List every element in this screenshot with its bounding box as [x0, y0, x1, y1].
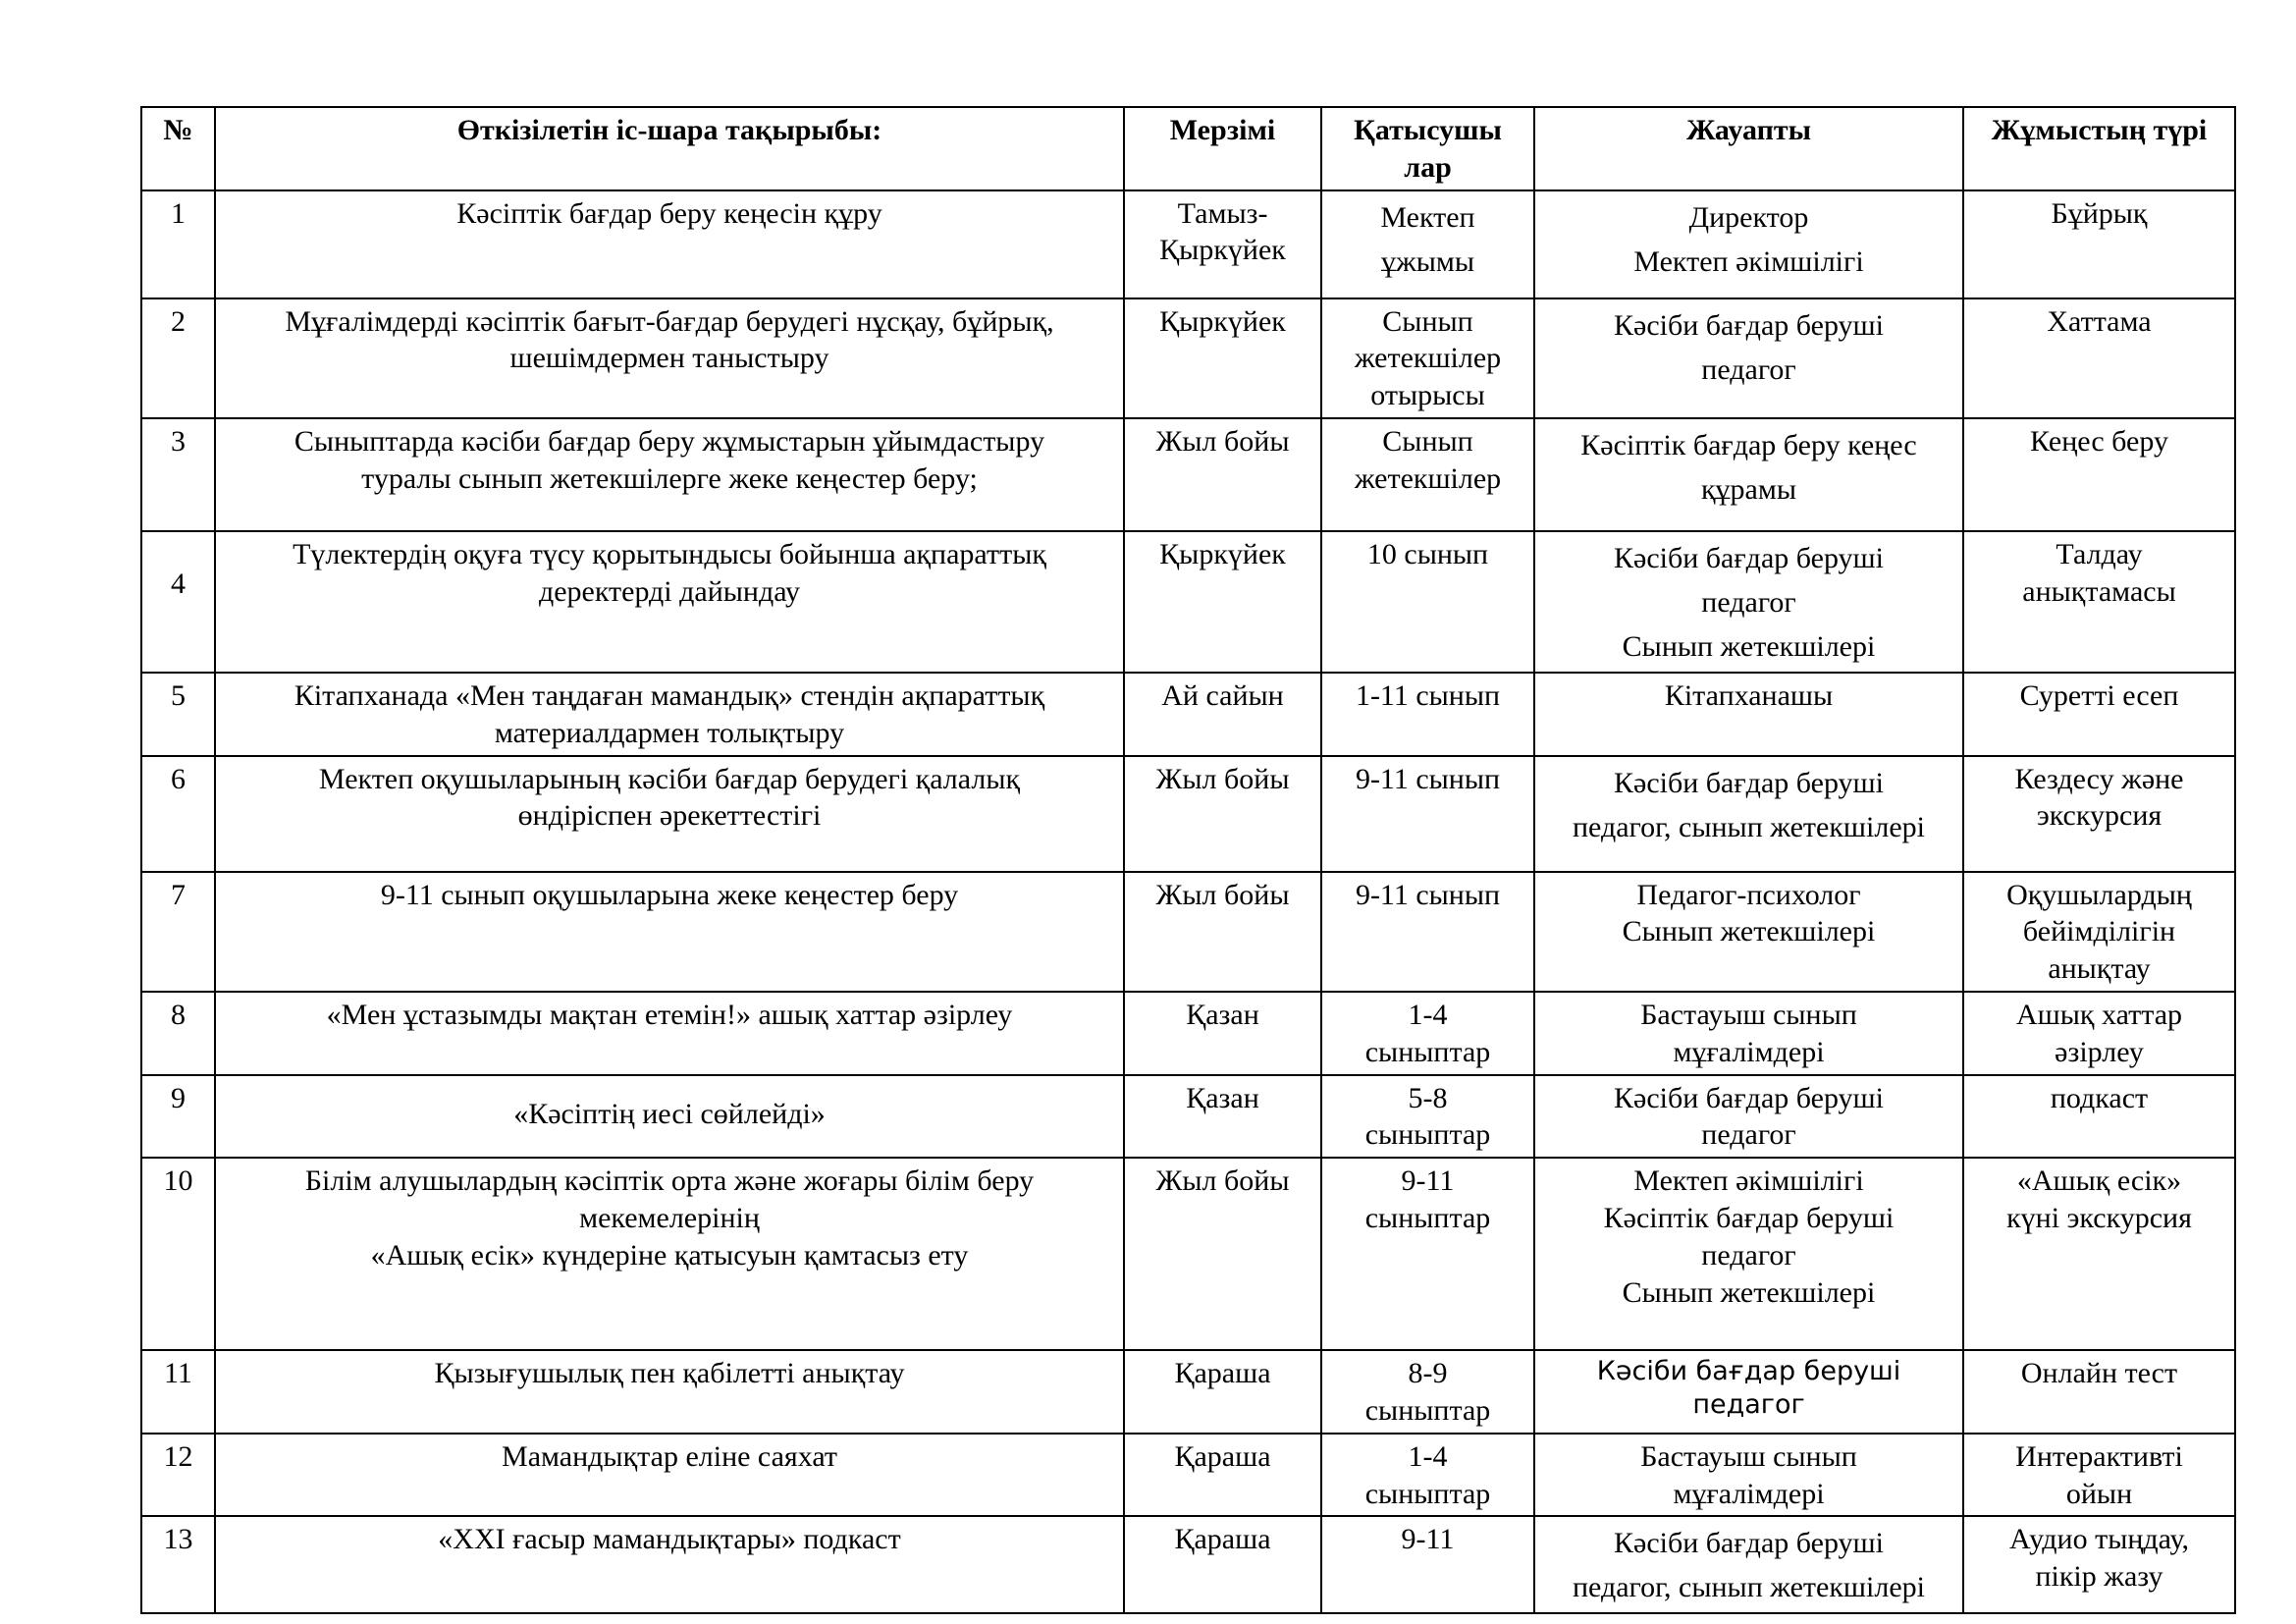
row-number: 3	[141, 418, 215, 531]
row-topic: «Мен ұстазымды мақтан етемін!» ашық хаттар әзірлеу	[215, 992, 1124, 1075]
row-deadline: Жыл бойы	[1124, 756, 1321, 872]
row-deadline: Жыл бойы	[1124, 872, 1321, 992]
header-work-type: Жұмыстың түрі	[1963, 107, 2235, 190]
table-header-row	[141, 107, 2235, 190]
header-number: №	[141, 107, 215, 190]
row-topic: Мамандықтар еліне саяхат	[215, 1434, 1124, 1517]
row-topic: «Кәсіптің иесі сөйлейді»	[215, 1075, 1124, 1159]
row-number: 13	[141, 1516, 215, 1613]
header-participants: Қатысушы лар	[1321, 107, 1534, 190]
row-number: 8	[141, 992, 215, 1075]
table-row	[141, 1434, 2235, 1517]
row-deadline: Тамыз- Қыркүйек	[1124, 190, 1321, 298]
table-row	[141, 418, 2235, 531]
row-number: 4	[141, 531, 215, 673]
header-topic: Өткізілетін іс-шара тақырыбы:	[215, 107, 1124, 190]
row-responsible: Директор Мектеп әкімшілігі	[1534, 190, 1963, 298]
row-deadline: Қазан	[1124, 992, 1321, 1075]
row-work-type: «Ашық есік» күні экскурсия	[1963, 1158, 2235, 1350]
row-participants: 8-9 сыныптар	[1321, 1350, 1534, 1434]
row-participants: 1-11 сынып	[1321, 673, 1534, 756]
row-topic: «XXI ғасыр мамандықтары» подкаст	[215, 1516, 1124, 1613]
row-work-type: Онлайн тест	[1963, 1350, 2235, 1434]
row-participants: Сынып жетекшілер	[1321, 418, 1534, 531]
row-topic: Кітапханада «Мен таңдаған мамандық» стендін ақпараттық материалдармен толықтыру	[215, 673, 1124, 756]
row-number: 12	[141, 1434, 215, 1517]
row-number: 5	[141, 673, 215, 756]
row-responsible: Кәсіби бағдар беруші педагог	[1534, 1075, 1963, 1159]
row-topic: Мектеп оқушыларының кәсіби бағдар берудегі қалалық өндіріспен әрекеттестігі	[215, 756, 1124, 872]
row-participants: 5-8 сыныптар	[1321, 1075, 1534, 1159]
row-participants: Сынып жетекшілер отырысы	[1321, 298, 1534, 418]
row-participants: 10 сынып	[1321, 531, 1534, 673]
row-topic: Білім алушылардың кәсіптік орта және жоғары білім беру мекемелерінің «Ашық есік» күндеріне қатысуын қамтасыз ету	[215, 1158, 1124, 1350]
row-number: 9	[141, 1075, 215, 1159]
row-responsible: Мектеп әкімшілігі Кәсіптік бағдар беруші педагог Сынып жетекшілері	[1534, 1158, 1963, 1350]
row-topic: Мұғалімдерді кәсіптік бағыт-бағдар берудегі нұсқау, бұйрық, шешімдермен таныстыру	[215, 298, 1124, 418]
row-responsible: Кітапханашы	[1534, 673, 1963, 756]
row-deadline: Жыл бойы	[1124, 1158, 1321, 1350]
table-row	[141, 298, 2235, 418]
row-participants: 1-4 сыныптар	[1321, 992, 1534, 1075]
row-participants: 1-4 сыныптар	[1321, 1434, 1534, 1517]
table-row	[141, 1158, 2235, 1350]
row-topic: Қызығушылық пен қабілетті анықтау	[215, 1350, 1124, 1434]
table-row	[141, 190, 2235, 298]
row-deadline: Қыркүйек	[1124, 531, 1321, 673]
row-work-type: Интерактивті ойын	[1963, 1434, 2235, 1517]
row-responsible: Бастауыш сынып мұғалімдері	[1534, 1434, 1963, 1517]
events-plan-table	[140, 106, 2236, 1614]
row-work-type: подкаст	[1963, 1075, 2235, 1159]
row-responsible: Кәсіби бағдар беруші педагог	[1534, 298, 1963, 418]
row-responsible: Кәсіптік бағдар беру кеңес құрамы	[1534, 418, 1963, 531]
row-work-type: Кеңес беру	[1963, 418, 2235, 531]
table-row	[141, 756, 2235, 872]
row-responsible: Кәсіби бағдар беруші педагог Сынып жетекшілері	[1534, 531, 1963, 673]
header-responsible: Жауапты	[1534, 107, 1963, 190]
row-number: 2	[141, 298, 215, 418]
row-responsible: Кәсіби бағдар беруші педагог, сынып жетекшілері	[1534, 1516, 1963, 1613]
row-participants: Мектеп ұжымы	[1321, 190, 1534, 298]
row-work-type: Бұйрық	[1963, 190, 2235, 298]
table-row	[141, 531, 2235, 673]
table-row	[141, 1075, 2235, 1159]
row-deadline: Ай сайын	[1124, 673, 1321, 756]
row-topic: Сыныптарда кәсіби бағдар беру жұмыстарын ұйымдастыру туралы сынып жетекшілерге жеке кеңестер беру;	[215, 418, 1124, 531]
row-work-type: Оқушылардың бейімділігін анықтау	[1963, 872, 2235, 992]
row-number: 6	[141, 756, 215, 872]
row-deadline: Қазан	[1124, 1075, 1321, 1159]
row-number: 7	[141, 872, 215, 992]
row-work-type: Хаттама	[1963, 298, 2235, 418]
row-work-type: Ашық хаттар әзірлеу	[1963, 992, 2235, 1075]
header-deadline: Мерзімі	[1124, 107, 1321, 190]
row-participants: 9-11 сынып	[1321, 756, 1534, 872]
row-number: 1	[141, 190, 215, 298]
row-participants: 9-11 сыныптар	[1321, 1158, 1534, 1350]
table-row	[141, 872, 2235, 992]
row-work-type: Суретті есеп	[1963, 673, 2235, 756]
row-responsible: Педагог-психолог Сынып жетекшілері	[1534, 872, 1963, 992]
table-row	[141, 673, 2235, 756]
row-deadline: Қыркүйек	[1124, 298, 1321, 418]
row-deadline: Қараша	[1124, 1434, 1321, 1517]
row-number: 10	[141, 1158, 215, 1350]
row-work-type: Кездесу және экскурсия	[1963, 756, 2235, 872]
row-deadline: Қараша	[1124, 1516, 1321, 1613]
row-work-type: Аудио тыңдау, пікір жазу	[1963, 1516, 2235, 1613]
row-responsible: Кәсіби бағдар беруші педагог	[1534, 1350, 1963, 1434]
table-row	[141, 1350, 2235, 1434]
row-number: 11	[141, 1350, 215, 1434]
row-topic: Түлектердің оқуға түсу қорытындысы бойынша ақпараттық деректерді дайындау	[215, 531, 1124, 673]
row-deadline: Жыл бойы	[1124, 418, 1321, 531]
row-topic: 9-11 сынып оқушыларына жеке кеңестер беру	[215, 872, 1124, 992]
row-responsible: Кәсіби бағдар беруші педагог, сынып жетекшілері	[1534, 756, 1963, 872]
row-deadline: Қараша	[1124, 1350, 1321, 1434]
table-row	[141, 992, 2235, 1075]
row-topic: Кәсіптік бағдар беру кеңесін құру	[215, 190, 1124, 298]
row-participants: 9-11	[1321, 1516, 1534, 1613]
row-responsible: Бастауыш сынып мұғалімдері	[1534, 992, 1963, 1075]
row-work-type: Талдау анықтамасы	[1963, 531, 2235, 673]
row-participants: 9-11 сынып	[1321, 872, 1534, 992]
table-row	[141, 1516, 2235, 1613]
